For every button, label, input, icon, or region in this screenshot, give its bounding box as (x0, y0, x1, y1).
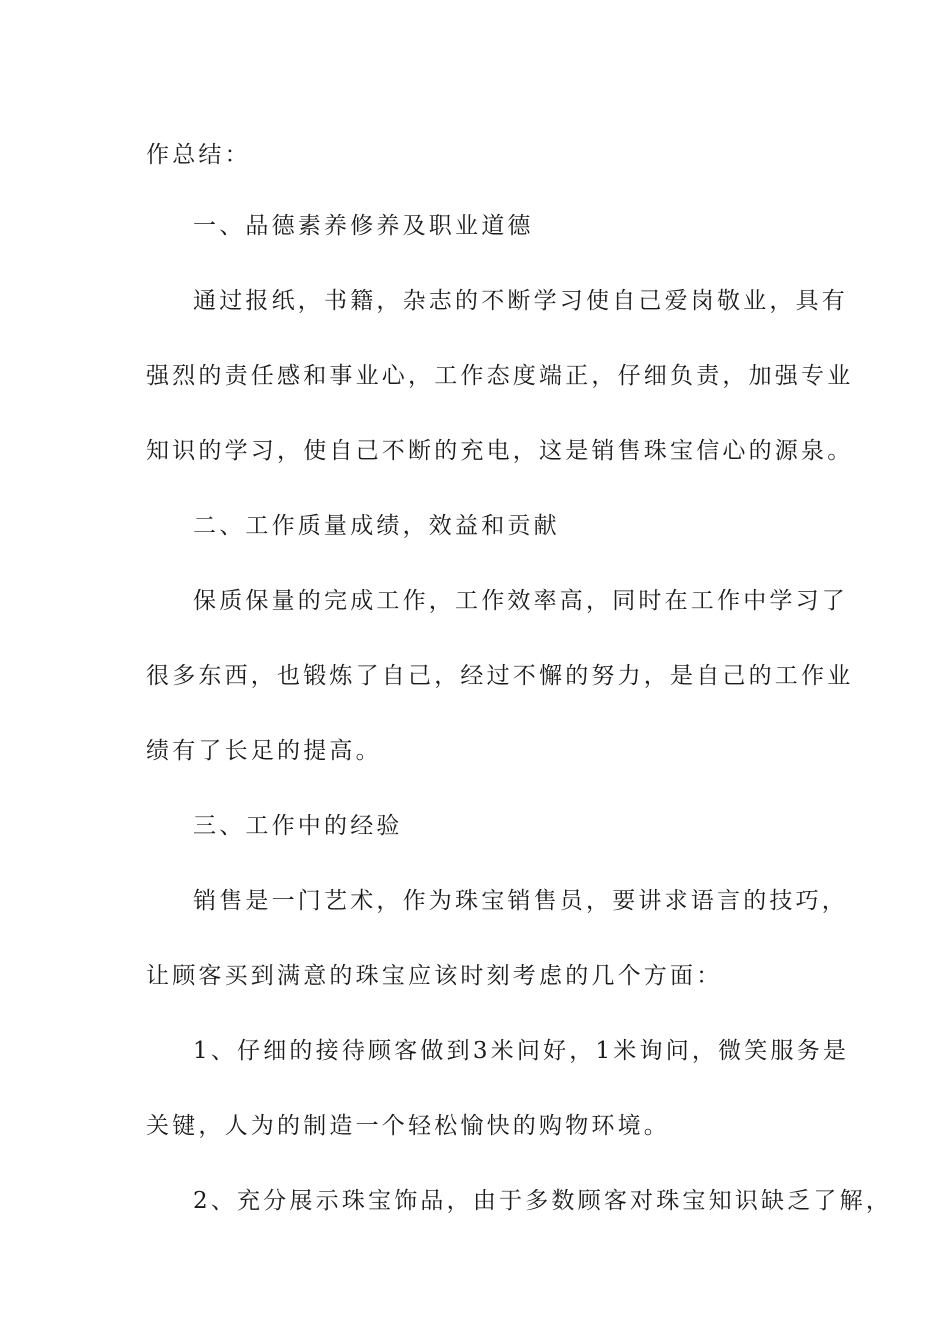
text-line: 1、仔细的接待顾客做到3米问好，1米询问，微笑服务是 (193, 1038, 850, 1064)
text-line: 关键，人为的制造一个轻松愉快的购物环境。 (146, 1113, 670, 1139)
text-line: 通过报纸，书籍，杂志的不断学习使自己爱岗敬业，具有 (193, 288, 848, 314)
text-line: 保质保量的完成工作，工作效率高，同时在工作中学习了 (193, 588, 848, 614)
text-line: 绩有了长足的提高。 (146, 738, 382, 764)
text-line: 强烈的责任感和事业心，工作态度端正，仔细负责，加强专业 (146, 363, 854, 389)
text-line: 知识的学习，使自己不断的充电，这是销售珠宝信心的源泉。 (146, 438, 854, 464)
text-line: 让顾客买到满意的珠宝应该时刻考虑的几个方面： (146, 963, 723, 989)
text-line: 很多东西，也锻炼了自己，经过不懈的努力，是自己的工作业 (146, 663, 854, 689)
text-line: 作总结： (146, 142, 251, 168)
text-line: 销售是一门艺术，作为珠宝销售员，要讲求语言的技巧， (193, 888, 848, 914)
text-line: 2、充分展示珠宝饰品，由于多数顾客对珠宝知识缺乏了解， (193, 1188, 893, 1214)
section-heading: 三、工作中的经验 (193, 813, 403, 839)
section-heading: 一、品德素养修养及职业道德 (193, 213, 534, 239)
section-heading: 二、工作质量成绩，效益和贡献 (193, 513, 560, 539)
